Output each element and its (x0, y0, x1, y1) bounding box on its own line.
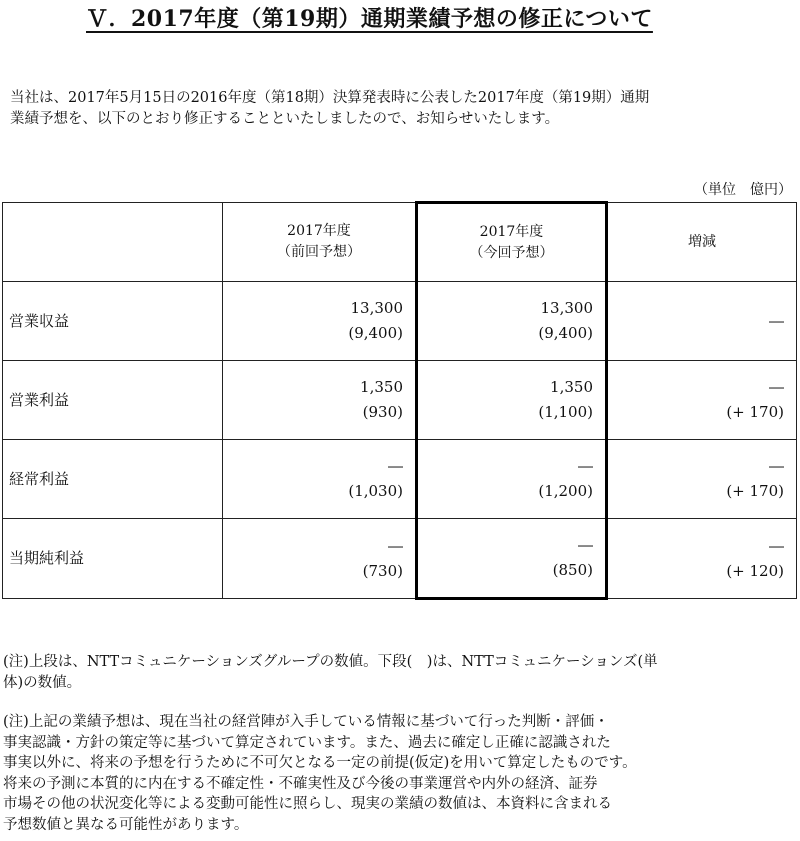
change-group: ― (769, 378, 784, 396)
value-group: 13,300 (350, 299, 403, 317)
current-value-cell (417, 519, 607, 599)
header-change-label: 増減 (688, 233, 716, 250)
header-change (607, 203, 797, 282)
table-row-net-income (3, 519, 797, 599)
page-title: Ｖ．2017年度（第19期）通期業績予想の修正について (86, 6, 653, 32)
value-group: 1,350 (550, 378, 593, 396)
change-standalone: (+ 120) (726, 561, 784, 580)
value-standalone: (730) (362, 561, 403, 580)
table-row-operating-income (3, 361, 797, 440)
value-standalone: (9,400) (538, 324, 593, 342)
header-year: 2017年度 (287, 223, 351, 239)
table-header-row (3, 203, 797, 282)
current-value-cell (417, 282, 607, 361)
note-disclaimer (3, 712, 798, 835)
header-previous-forecast (223, 203, 417, 282)
note-line: 体)の数値。 (3, 674, 82, 691)
header-item (3, 203, 223, 282)
change-value-cell (607, 519, 797, 599)
unit-label: （単位 億円） (694, 182, 792, 198)
change-group: ― (769, 457, 784, 475)
value-standalone: (930) (362, 403, 403, 421)
value-group: ― (388, 536, 403, 555)
row-label: 経常利益 (3, 440, 223, 519)
value-standalone: (850) (552, 561, 593, 579)
change-group: ― (769, 536, 784, 555)
header-subtitle: （前回予想） (277, 244, 361, 260)
row-label: 当期純利益 (3, 519, 223, 599)
value-group: ― (578, 536, 593, 554)
value-standalone: (1,030) (348, 482, 403, 500)
current-value-cell (417, 440, 607, 519)
row-label: 営業利益 (3, 361, 223, 440)
note-line: 予想数値と異なる可能性があります。 (3, 816, 249, 833)
change-standalone: (+ 170) (726, 482, 784, 500)
value-standalone: (1,100) (538, 403, 593, 421)
change-group: ― (769, 311, 784, 330)
intro-line-1: 当社は、2017年5月15日の2016年度（第18期）決算発表時に公表した2017年度（第19期）通期 (10, 90, 650, 106)
header-subtitle: （今回予想） (469, 244, 554, 261)
previous-value-cell (223, 282, 417, 361)
intro-paragraph (10, 88, 790, 130)
change-standalone: (+ 170) (726, 403, 784, 421)
forecast-table (2, 201, 797, 600)
note-line: (注)上段は、NTTコミュニケーションズグループの数値。下段( )は、NTTコミュニケーションズ(単 (3, 654, 658, 670)
value-standalone: (9,400) (348, 324, 403, 342)
current-value-cell (417, 361, 607, 440)
previous-value-cell (223, 361, 417, 440)
value-group: 1,350 (360, 378, 403, 396)
row-label: 営業収益 (3, 282, 223, 361)
change-value-cell (607, 440, 797, 519)
value-group: 13,300 (540, 299, 593, 317)
intro-line-2: 業績予想を、以下のとおり修正することといたしましたので、お知らせいたします。 (10, 111, 560, 127)
note-line: 将来の予測に本質的に内在する不確定性・不確実性及び今後の事業運営や内外の経済、証券 (3, 775, 598, 792)
header-current-forecast (417, 203, 607, 282)
note-figures (3, 652, 798, 693)
note-line: 市場その他の状況変化等による変動可能性に照らし、現実の業績の数値は、本資料に含まれる (3, 796, 612, 812)
note-line: 事実以外に、将来の予想を行うために不可欠となる一定の前提(仮定)を用いて算定したものです。 (3, 755, 637, 771)
value-group: ― (578, 457, 593, 475)
change-value-cell (607, 282, 797, 361)
table-row-operating-revenue (3, 282, 797, 361)
previous-value-cell (223, 440, 417, 519)
value-standalone: (1,200) (538, 482, 593, 500)
table-row-ordinary-income (3, 440, 797, 519)
header-year: 2017年度 (479, 223, 544, 240)
change-value-cell (607, 361, 797, 440)
value-group: ― (388, 457, 403, 475)
previous-value-cell (223, 519, 417, 599)
note-line: 事実認識・方針の策定等に基づいて算定されています。また、過去に確定し正確に認識された (3, 734, 611, 751)
note-line: (注)上記の業績予想は、現在当社の経営陣が入手している情報に基づいて行った判断・評価・ (3, 714, 609, 730)
